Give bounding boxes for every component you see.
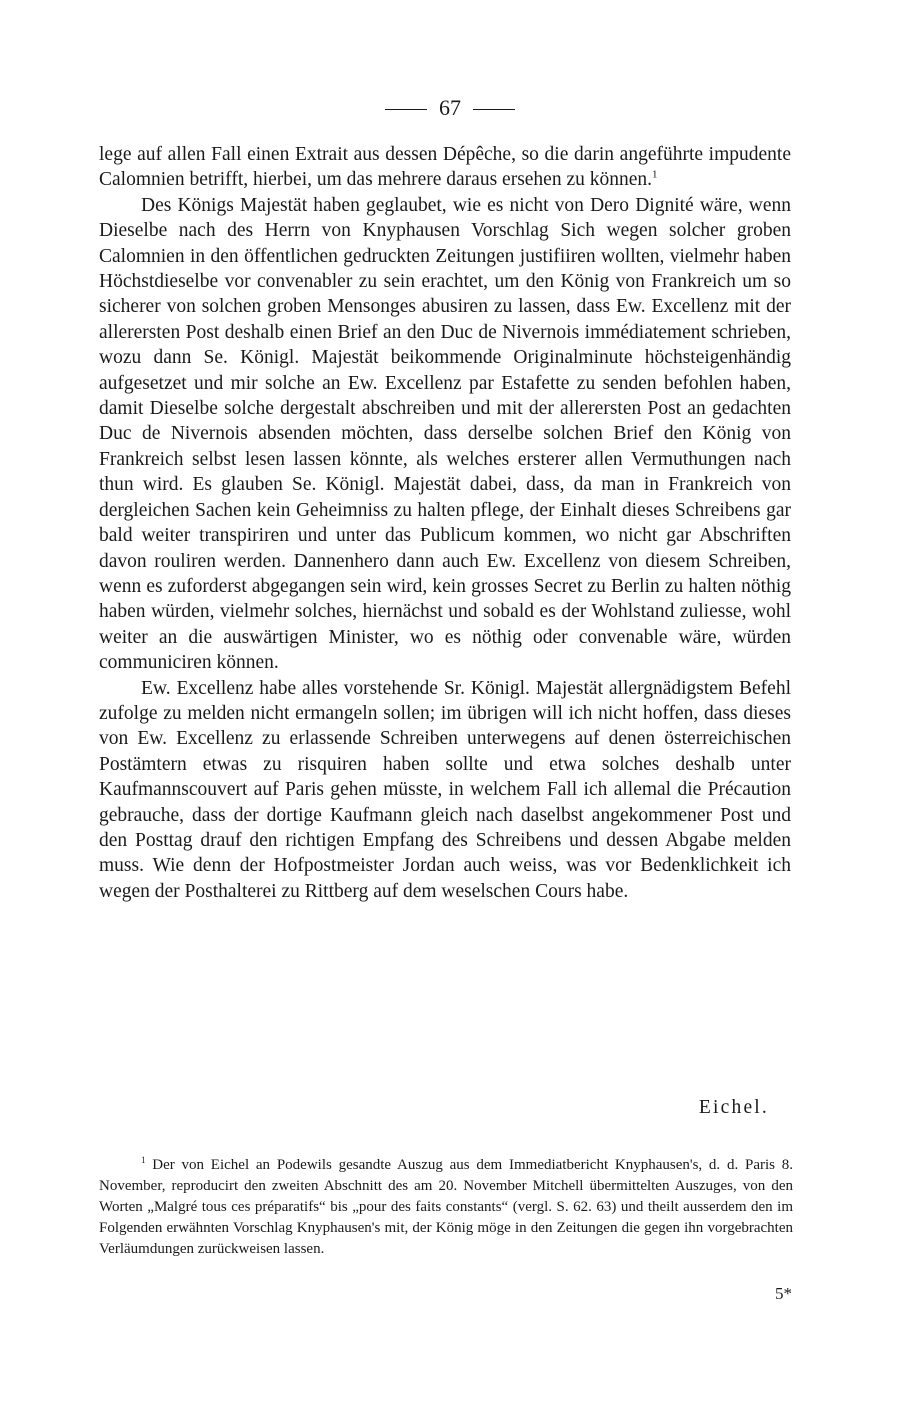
paragraph-1-text: lege auf allen Fall einen Extrait aus dessen Dépêche, so die darin angeführte impudente Calomnien betrifft, hierbei, um das mehrere daraus ersehen zu können. xyxy=(99,144,791,191)
paragraph-3: Ew. Excellenz habe alles vorstehende Sr. Königl. Majestät allergnädigstem Befehl zufolge zu melden nicht ermangeln sollen; im übrigen will ich nicht hoffen, dass dieses von Ew. Excellenz zu erlassende Schreiben unterwegens auf denen österreichischen Postämtern etwas zu risquiren haben sollte und etwa solches deshalb unter Kaufmannscouvert auf Paris gehen müsste, in welchem Fall ich allemal die Précaution gebrauche, dass der dortige Kaufmann gleich nach daselbst angekommener Post und den Posttag drauf den richtigen Empfang des Schreibens und dessen Abgabe melden muss. Wie denn der Hofpostmeister Jordan auch weiss, was vor Bedenklichkeit ich wegen der Posthalterei zu Rittberg auf dem weselschen Cours habe. xyxy=(99,677,791,902)
paragraph-1 xyxy=(99,142,791,193)
printer-signature-mark: 5* xyxy=(775,1284,792,1303)
footnote-text: Der von Eichel an Podewils gesandte Auszug aus dem Immediatbericht Knyphausen's, d. d. Paris 8. November, reproducirt den zweiten Abschnitt des am 20. November Mitchell übermittelten Auszuges, von den Worten „Malgré tous ces préparatifs“ bis „pour des faits constants“ (vergl. S. 62. 63) und theilt ausserdem den im Folgenden erwähnten Vorschlag Knyphausen's mit, der König möge in den Zeitungen die gegen ihn vorgebrachten Verläumdungen zurückweisen lassen. xyxy=(99,1157,793,1257)
signature: Eichel. xyxy=(698,1097,769,1118)
footnote-marker: 1 xyxy=(141,1155,146,1165)
page-header xyxy=(0,93,900,123)
footnote-reference: 1 xyxy=(652,168,658,181)
header-dash-left xyxy=(385,109,427,110)
main-text xyxy=(99,142,791,904)
footnote xyxy=(99,1155,793,1260)
page-number: 67 xyxy=(439,95,461,120)
header-dash-right xyxy=(473,109,515,110)
paragraph-2: Des Königs Majestät haben geglaubet, wie es nicht von Dero Dignité wäre, wenn Dieselbe nach des Herrn von Knyphausen Vorschlag Sich wegen solcher groben Calomnien in den öffentlichen gedruckten Zeitungen justifiiren wollten, vielmehr haben Höchstdieselbe vor convenabler zu sein erachtet, um den König von Frankreich um so sicherer von solchen groben Mensonges abusiren zu lassen, dass Ew. Excellenz mit der allerersten Post deshalb einen Brief an den Duc de Nivernois immédiatement schrieben, wozu dann Se. Königl. Majestät beikommende Originalminute höchsteigenhändig aufgesetzet und mir solche an Ew. Excellenz par Estafette zu senden befohlen haben, damit Dieselbe solche dergestalt abschreiben und mit der allerersten Post an gedachten Duc de Nivernois absenden möchten, dass derselbe solchen Brief den König von Frankreich selbst lesen lassen könnte, als welches ersterer allen Vermuthungen nach thun wird. Es glauben Se. Königl. Majestät dabei, dass, da man in Frankreich von dergleichen Sachen kein Geheimniss zu halten pflege, der Einhalt dieses Schreibens gar bald weiter transpiriren und unter das Publicum kommen, wo nicht gar Abschriften davon rouliren werden. Dannenhero dann auch Ew. Excellenz von diesem Schreiben, wenn es zuforderst abgegangen sein wird, kein grosses Secret zu Berlin zu halten nöthig haben würden, vielmehr solches, hiernächst und sobald es der Wohlstand zuliesse, wohl weiter an die auswärtigen Minister, wo es nöthig oder convenable wäre, würden communiciren können. xyxy=(99,194,791,674)
